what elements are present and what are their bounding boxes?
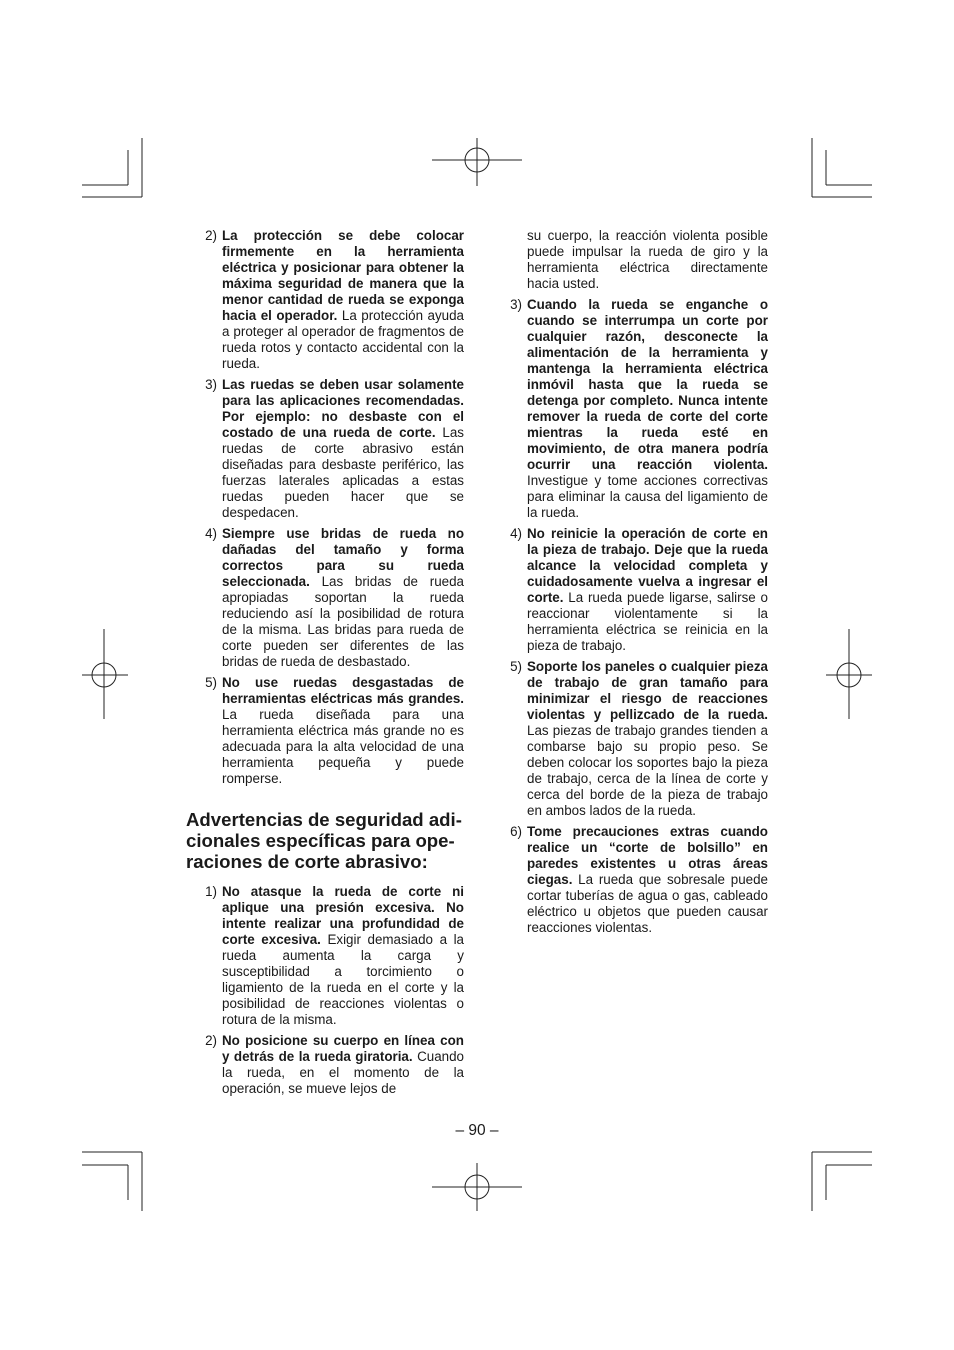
item-body — [527, 526, 768, 654]
item-number: 1) — [205, 884, 217, 899]
item-number: 3) — [510, 297, 522, 312]
list-item — [200, 228, 464, 372]
item-number: 2) — [205, 228, 217, 243]
item-text: La protección ayuda a proteger al operador de fragmentos de rueda rotos y contacto accidental con la rueda. — [222, 308, 464, 371]
item-bold-text: No use ruedas desgastadas de herramientas eléctricas más grandes. — [222, 675, 464, 706]
item-body — [222, 377, 464, 521]
list-item — [505, 526, 768, 654]
item-bold-text: La protección se debe colocar firmemente en la herramienta eléctrica y posicionar para obtener la máxima seguridad de manera que la menor cantidad de rueda se exponga hacia el operador. — [222, 228, 464, 323]
list-item — [200, 377, 464, 521]
item-body — [222, 884, 464, 1028]
item-bold-text: No posicione su cuerpo en línea con y detrás de la rueda giratoria. — [222, 1033, 464, 1064]
item-bold-text: No reinicie la operación de corte en la pieza de trabajo. Deje que la rueda alcance la velocidad completa y cuidadosamente vuelva a ingresar el corte. — [527, 526, 768, 605]
item-text: La rueda diseñada para una herramienta eléctrica más grande no es adecuada para la alta velocidad de una herramienta pequeña y puede romperse. — [222, 707, 464, 786]
list-item — [505, 297, 768, 521]
item-bold-text: Cuando la rueda se enganche o cuando se interrumpa un corte por cualquier razón, desconecte la alimentación de la herramienta y mantenga la herramienta eléctrica inmóvil hasta que la rueda se detenga por completo. Nunca intente remover la rueda de corte del corte mientras la rueda esté en movimiento, de otra manera podría ocurrir una reacción violenta. — [527, 297, 768, 472]
left-column — [186, 228, 464, 1102]
item-bold-text: Tome precauciones extras cuando realice un “corte de bolsillo” en paredes existentes u otras áreas ciegas. — [527, 824, 768, 887]
item-number: 6) — [510, 824, 522, 839]
right-column — [505, 228, 768, 941]
list-item — [200, 675, 464, 787]
item-number: 2) — [205, 1033, 217, 1048]
item-text: Las ruedas de corte abrasivo están diseñadas para desbaste periférico, las fuerzas laterales aplicadas a estas ruedas pueden hacer que se despedacen. — [222, 425, 464, 520]
item-bold-text: Las ruedas se deben usar solamente para las aplicaciones recomendadas. Por ejemplo: no desbaste con el costado de una rueda de corte. — [222, 377, 464, 440]
item-body — [222, 1033, 464, 1097]
item-bold-text: Soporte los paneles o cualquier pieza de trabajo de gran tamaño para minimizar el riesgo de reacciones violentas y pellizcado de la rueda. — [527, 659, 768, 722]
item-body — [527, 659, 768, 819]
section-heading — [186, 809, 466, 872]
heading-line: cionales específicas para ope- — [186, 830, 455, 851]
item-text: La rueda puede ligarse, salirse o reaccionar violentamente si la herramienta eléctrica se reinicia en la pieza de trabajo. — [527, 590, 768, 653]
heading-line: raciones de corte abrasivo: — [186, 851, 428, 872]
item-body — [222, 526, 464, 670]
list-item — [200, 1033, 464, 1097]
list-item — [200, 526, 464, 670]
item-number: 5) — [510, 659, 522, 674]
list-item — [505, 824, 768, 936]
item-text: Exigir demasiado a la rueda aumenta la carga y susceptibilidad a torcimiento o ligamiento de la rueda en el corte y la posibilidad de reacciones violentas o rotura de la misma. — [222, 932, 464, 1027]
item-number: 5) — [205, 675, 217, 690]
item-number: 4) — [205, 526, 217, 541]
item-body — [527, 297, 768, 521]
item-body — [222, 228, 464, 372]
item-body — [527, 824, 768, 936]
item-body — [222, 675, 464, 787]
item-text: Las bridas de rueda apropiadas soportan la rueda reduciendo así la posibilidad de rotura de la misma. Las bridas para rueda de corte pueden ser diferentes de las bridas de rueda de desbastado. — [222, 574, 464, 669]
item-text: Investigue y tome acciones correctivas para eliminar la causa del ligamiento de la rueda. — [527, 473, 768, 520]
item-text: La rueda que sobresale puede cortar tuberías de agua o gas, cableado eléctrico u objetos que pueden causar reacciones violentas. — [527, 872, 768, 935]
item-number: 4) — [510, 526, 522, 541]
heading-line: Advertencias de seguridad adi- — [186, 809, 462, 830]
continuation-text: su cuerpo, la reacción violenta posible puede impulsar la rueda de giro y la herramienta eléctrica directamente hacia usted. — [527, 228, 768, 291]
item-text: Las piezas de trabajo grandes tienden a combarse bajo su propio peso. Se deben colocar los soportes bajo la pieza de trabajo, cerca de la línea de corte y cerca del borde de la pieza de trabajo en ambos lados de la rueda. — [527, 723, 768, 818]
page-number: – 90 – — [455, 1122, 499, 1139]
list-item — [200, 884, 464, 1028]
list-item — [505, 659, 768, 819]
item-bold-text: Siempre use bridas de rueda no dañadas del tamaño y forma correctos para su rueda seleccionada. — [222, 526, 464, 589]
item-number: 3) — [205, 377, 217, 392]
item-bold-text: No atasque la rueda de corte ni aplique una presión excesiva. No intente realizar una profundidad de corte excesiva. — [222, 884, 464, 947]
item-text: Cuando la rueda, en el momento de la operación, se mueve lejos de — [222, 1049, 464, 1096]
